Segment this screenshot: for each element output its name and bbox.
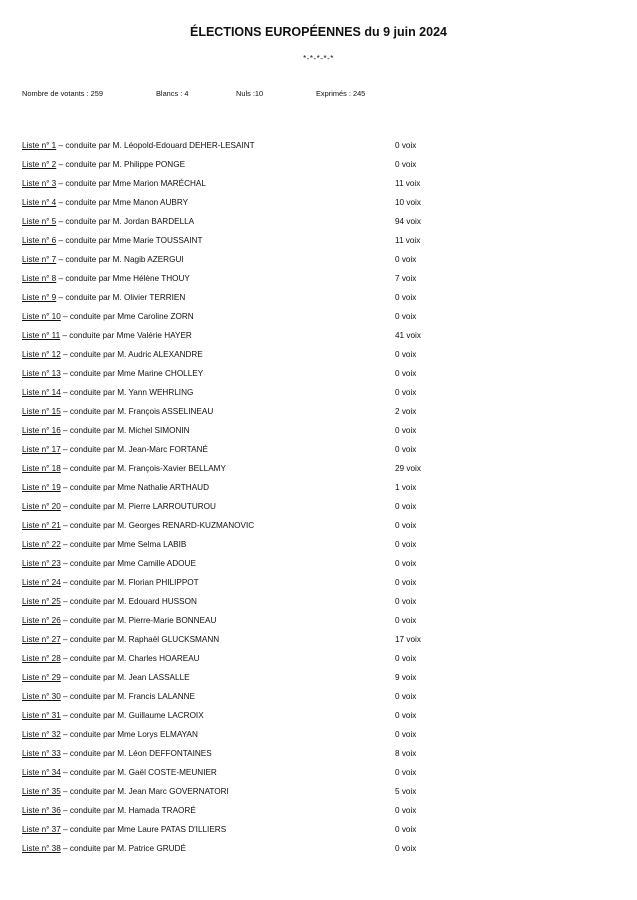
list-leader: – conduite par Mme Camille ADOUE — [60, 559, 196, 568]
vote-count: 29 voix — [395, 464, 421, 473]
list-leader: – conduite par M. Georges RENARD-KUZMANOVIC — [60, 521, 255, 530]
list-number: Liste n° 28 — [22, 654, 61, 663]
list-leader: – conduite par Mme Caroline ZORN — [60, 312, 194, 321]
vote-count: 5 voix — [395, 787, 417, 796]
list-number: Liste n° 27 — [22, 635, 61, 644]
list-leader: – conduite par Mme Nathalie ARTHAUD — [60, 483, 209, 492]
list-number: Liste n° 34 — [22, 768, 61, 777]
vote-count: 0 voix — [395, 540, 417, 549]
expressed-votes: Exprimés : 245 — [316, 89, 366, 98]
list-item — [22, 539, 612, 558]
list-leader: – conduite par M. Raphaël GLUCKSMANN — [60, 635, 220, 644]
vote-count: 0 voix — [395, 293, 417, 302]
candidate-lists — [22, 140, 612, 862]
list-number: Liste n° 29 — [22, 673, 61, 682]
vote-count: 94 voix — [395, 217, 421, 226]
list-number: Liste n° 21 — [22, 521, 61, 530]
vote-count: 9 voix — [395, 673, 417, 682]
vote-count: 17 voix — [395, 635, 421, 644]
list-leader: – conduite par M. Florian PHILIPPOT — [60, 578, 199, 587]
list-number: Liste n° 11 — [22, 331, 61, 340]
list-item — [22, 254, 612, 273]
list-item — [22, 235, 612, 254]
list-leader: – conduite par M. Jean-Marc FORTANÉ — [60, 445, 208, 454]
vote-count: 0 voix — [395, 521, 417, 530]
list-number: Liste n° 8 — [22, 274, 57, 283]
vote-count: 0 voix — [395, 692, 417, 701]
list-leader: – conduite par Mme Marie TOUSSAINT — [56, 236, 203, 245]
list-number: Liste n° 19 — [22, 483, 61, 492]
vote-count: 0 voix — [395, 806, 417, 815]
vote-count: 0 voix — [395, 825, 417, 834]
vote-count: 7 voix — [395, 274, 417, 283]
vote-count: 0 voix — [395, 426, 417, 435]
list-number: Liste n° 22 — [22, 540, 61, 549]
list-leader: – conduite par M. François ASSELINEAU — [60, 407, 214, 416]
vote-count: 0 voix — [395, 312, 417, 321]
list-leader: – conduite par Mme Manon AUBRY — [56, 198, 189, 207]
list-item — [22, 520, 612, 539]
vote-count: 0 voix — [395, 255, 417, 264]
list-leader: – conduite par M. Yann WEHRLING — [60, 388, 194, 397]
vote-count: 1 voix — [395, 483, 417, 492]
list-number: Liste n° 36 — [22, 806, 61, 815]
list-item — [22, 368, 612, 387]
list-leader: – conduite par Mme Hélène THOUY — [56, 274, 190, 283]
list-number: Liste n° 23 — [22, 559, 61, 568]
list-item — [22, 159, 612, 178]
list-item — [22, 843, 612, 862]
vote-count: 0 voix — [395, 559, 417, 568]
list-leader: – conduite par M. Olivier TERRIEN — [56, 293, 186, 302]
list-number: Liste n° 35 — [22, 787, 61, 796]
list-item — [22, 596, 612, 615]
list-leader: – conduite par Mme Selma LABIB — [60, 540, 187, 549]
list-item — [22, 140, 612, 159]
list-item — [22, 558, 612, 577]
vote-count: 41 voix — [395, 331, 421, 340]
list-number: Liste n° 25 — [22, 597, 61, 606]
list-item — [22, 178, 612, 197]
list-number: Liste n° 13 — [22, 369, 61, 378]
list-number: Liste n° 30 — [22, 692, 61, 701]
list-item — [22, 634, 612, 653]
list-leader: – conduite par M. Pierre-Marie BONNEAU — [60, 616, 217, 625]
list-leader: – conduite par M. Jean LASSALLE — [60, 673, 190, 682]
list-item — [22, 653, 612, 672]
vote-count: 0 voix — [395, 711, 417, 720]
vote-count: 11 voix — [395, 236, 421, 245]
vote-count: 0 voix — [395, 654, 417, 663]
list-leader: – conduite par M. François-Xavier BELLAMY — [60, 464, 226, 473]
list-number: Liste n° 32 — [22, 730, 61, 739]
list-item — [22, 577, 612, 596]
list-leader: – conduite par Mme Lorys ELMAYAN — [60, 730, 198, 739]
vote-count: 10 voix — [395, 198, 421, 207]
list-number: Liste n° 12 — [22, 350, 61, 359]
list-leader: – conduite par M. Hamada TRAORÉ — [60, 806, 196, 815]
list-item — [22, 463, 612, 482]
list-number: Liste n° 37 — [22, 825, 61, 834]
list-leader: – conduite par Mme Valérie HAYER — [60, 331, 192, 340]
list-number: Liste n° 38 — [22, 844, 61, 853]
list-leader: – conduite par M. Patrice GRUDÉ — [60, 844, 186, 853]
list-number: Liste n° 6 — [22, 236, 57, 245]
list-number: Liste n° 2 — [22, 160, 57, 169]
list-leader: – conduite par M. Jordan BARDELLA — [56, 217, 195, 226]
list-item — [22, 710, 612, 729]
list-number: Liste n° 24 — [22, 578, 61, 587]
list-item — [22, 444, 612, 463]
list-item — [22, 216, 612, 235]
vote-count: 0 voix — [395, 350, 417, 359]
list-item — [22, 387, 612, 406]
list-item — [22, 482, 612, 501]
list-item — [22, 767, 612, 786]
list-number: Liste n° 15 — [22, 407, 61, 416]
list-leader: – conduite par M. Michel SIMONIN — [60, 426, 190, 435]
list-number: Liste n° 10 — [22, 312, 61, 321]
list-item — [22, 824, 612, 843]
list-number: Liste n° 4 — [22, 198, 57, 207]
list-number: Liste n° 7 — [22, 255, 57, 264]
list-number: Liste n° 3 — [22, 179, 57, 188]
vote-count: 11 voix — [395, 179, 421, 188]
vote-count: 2 voix — [395, 407, 417, 416]
vote-count: 0 voix — [395, 502, 417, 511]
list-leader: – conduite par M. Léopold-Edouard DEHER-LESAINT — [56, 141, 255, 150]
list-number: Liste n° 31 — [22, 711, 61, 720]
page-title: ÉLECTIONS EUROPÉENNES du 9 juin 2024 — [189, 25, 447, 39]
list-item — [22, 425, 612, 444]
list-item — [22, 292, 612, 311]
list-leader: – conduite par M. Philippe PONGE — [56, 160, 186, 169]
list-leader: – conduite par Mme Marine CHOLLEY — [60, 369, 204, 378]
vote-count: 0 voix — [395, 768, 417, 777]
list-item — [22, 501, 612, 520]
list-leader: – conduite par Mme Laure PATAS D'ILLIERS — [60, 825, 227, 834]
list-leader: – conduite par M. Jean Marc GOVERNATORI — [60, 787, 229, 796]
vote-count: 0 voix — [395, 597, 417, 606]
vote-count: 0 voix — [395, 369, 417, 378]
list-leader: – conduite par M. Nagib AZERGUI — [56, 255, 184, 264]
list-number: Liste n° 14 — [22, 388, 61, 397]
vote-count: 0 voix — [395, 141, 417, 150]
null-votes: Nuls :10 — [236, 89, 264, 98]
list-number: Liste n° 1 — [22, 141, 57, 150]
list-leader: – conduite par M. Charles HOAREAU — [60, 654, 200, 663]
list-leader: – conduite par M. Edouard HUSSON — [60, 597, 197, 606]
list-item — [22, 197, 612, 216]
vote-count: 0 voix — [395, 160, 417, 169]
list-number: Liste n° 33 — [22, 749, 61, 758]
list-number: Liste n° 9 — [22, 293, 57, 302]
list-item — [22, 748, 612, 767]
list-leader: – conduite par M. Gaël COSTE-MEUNIER — [60, 768, 217, 777]
list-item — [22, 729, 612, 748]
vote-count: 0 voix — [395, 730, 417, 739]
vote-count: 0 voix — [395, 616, 417, 625]
list-item — [22, 691, 612, 710]
vote-count: 8 voix — [395, 749, 417, 758]
results-summary — [0, 89, 637, 101]
list-item — [22, 615, 612, 634]
list-number: Liste n° 18 — [22, 464, 61, 473]
list-number: Liste n° 26 — [22, 616, 61, 625]
list-number: Liste n° 16 — [22, 426, 61, 435]
list-item — [22, 311, 612, 330]
list-leader: – conduite par M. Francis LALANNE — [60, 692, 196, 701]
list-leader: – conduite par Mme Marion MARÉCHAL — [56, 179, 206, 188]
list-item — [22, 786, 612, 805]
list-item — [22, 330, 612, 349]
vote-count: 0 voix — [395, 388, 417, 397]
title-separator: *-*-*-*-* — [303, 54, 334, 63]
voters-count: Nombre de votants : 259 — [22, 89, 103, 98]
list-number: Liste n° 5 — [22, 217, 57, 226]
list-item — [22, 406, 612, 425]
list-leader: – conduite par M. Guillaume LACROIX — [60, 711, 204, 720]
list-item — [22, 805, 612, 824]
list-leader: – conduite par M. Léon DEFFONTAINES — [60, 749, 212, 758]
list-item — [22, 349, 612, 368]
blank-votes: Blancs : 4 — [156, 89, 189, 98]
list-leader: – conduite par M. Pierre LARROUTUROU — [60, 502, 216, 511]
list-number: Liste n° 20 — [22, 502, 61, 511]
vote-count: 0 voix — [395, 844, 417, 853]
list-number: Liste n° 17 — [22, 445, 61, 454]
list-item — [22, 672, 612, 691]
list-item — [22, 273, 612, 292]
list-leader: – conduite par M. Audric ALEXANDRE — [60, 350, 203, 359]
vote-count: 0 voix — [395, 578, 417, 587]
vote-count: 0 voix — [395, 445, 417, 454]
